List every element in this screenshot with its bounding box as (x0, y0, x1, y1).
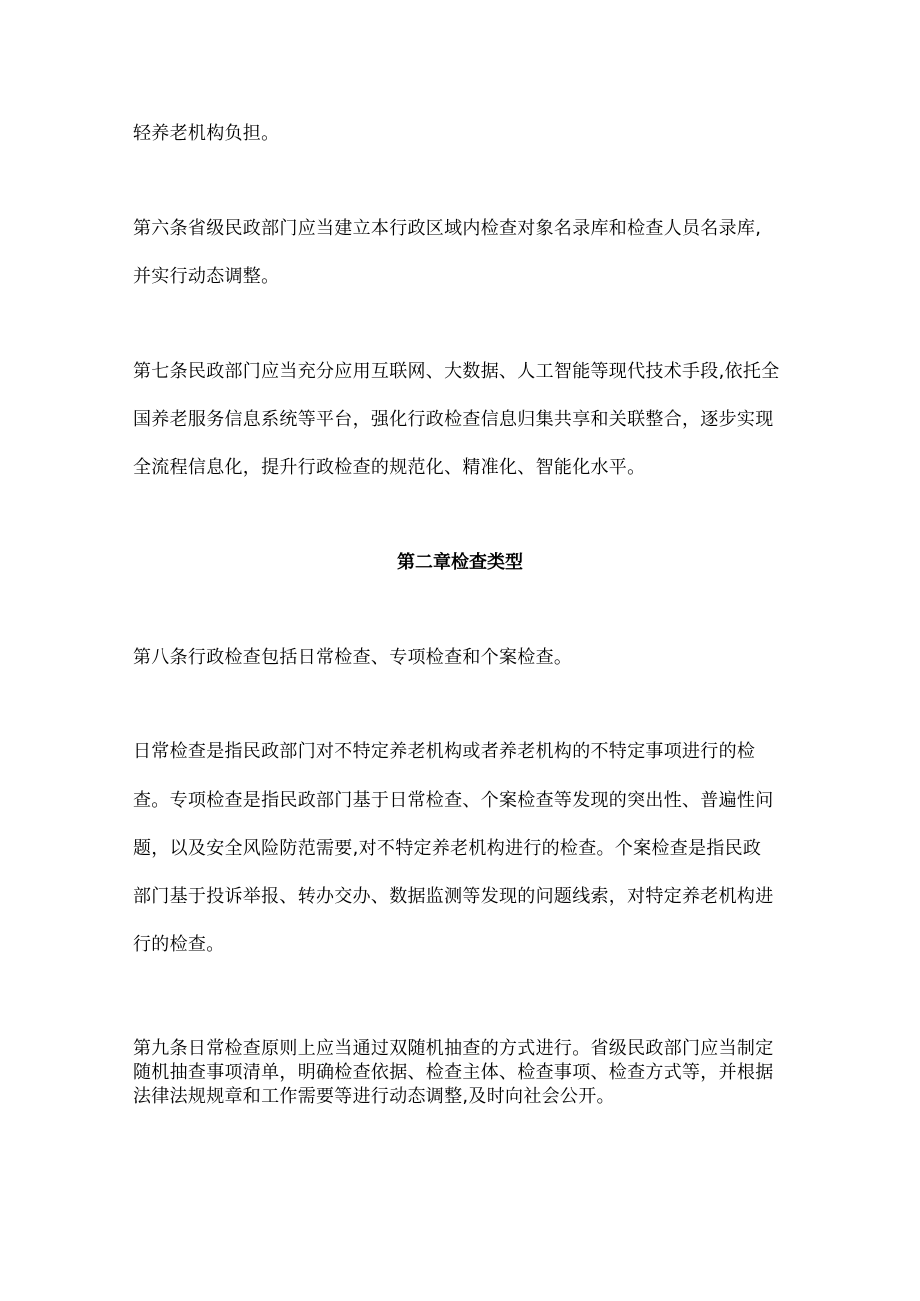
chapter-heading: 第二章检查类型 (397, 552, 523, 573)
article-9-line: 第九条日常检查原则上应当通过双随机抽查的方式进行。省级民政部门应当制定 (133, 1038, 774, 1059)
article-8-detail-line: 行的检查。 (133, 934, 225, 955)
article-6-line: 并实行动态调整。 (133, 266, 280, 287)
article-8-detail-line: 日常检查是指民政部门对不特定养老机构或者养老机构的不特定事项进行的检 (133, 741, 756, 762)
article-6-line: 第六条省级民政部门应当建立本行政区域内检查对象名录库和检查人员名录库, (133, 218, 762, 239)
article-7-line: 第七条民政部门应当充分应用互联网、大数据、人工智能等现代技术手段,依托全 (133, 361, 780, 382)
article-8-detail-line: 部门基于投诉举报、转办交办、数据监测等发现的问题线索，对特定养老机构进 (133, 886, 774, 907)
article-9-line: 随机抽查事项清单，明确检查依据、检查主体、检查事项、检查方式等，并根据 (133, 1062, 774, 1083)
article-7-line: 全流程信息化，提升行政检查的规范化、精准化、智能化水平。 (133, 457, 646, 478)
paragraph-line: 轻养老机构负担。 (133, 123, 280, 144)
article-8-detail-line: 题，以及安全风险防范需要,对不特定养老机构进行的检查。个案检查是指民政 (133, 838, 762, 859)
article-8-line: 第八条行政检查包括日常检查、专项检查和个案检查。 (133, 647, 573, 668)
article-9-line: 法律法规规章和工作需要等进行动态调整,及时向社会公开。 (133, 1086, 615, 1107)
article-7-line: 国养老服务信息系统等平台，强化行政检查信息归集共享和关联整合，逐步实现 (133, 409, 774, 430)
article-8-detail-line: 查。专项检查是指民政部门基于日常检查、个案检查等发现的突出性、普遍性问 (133, 790, 774, 811)
